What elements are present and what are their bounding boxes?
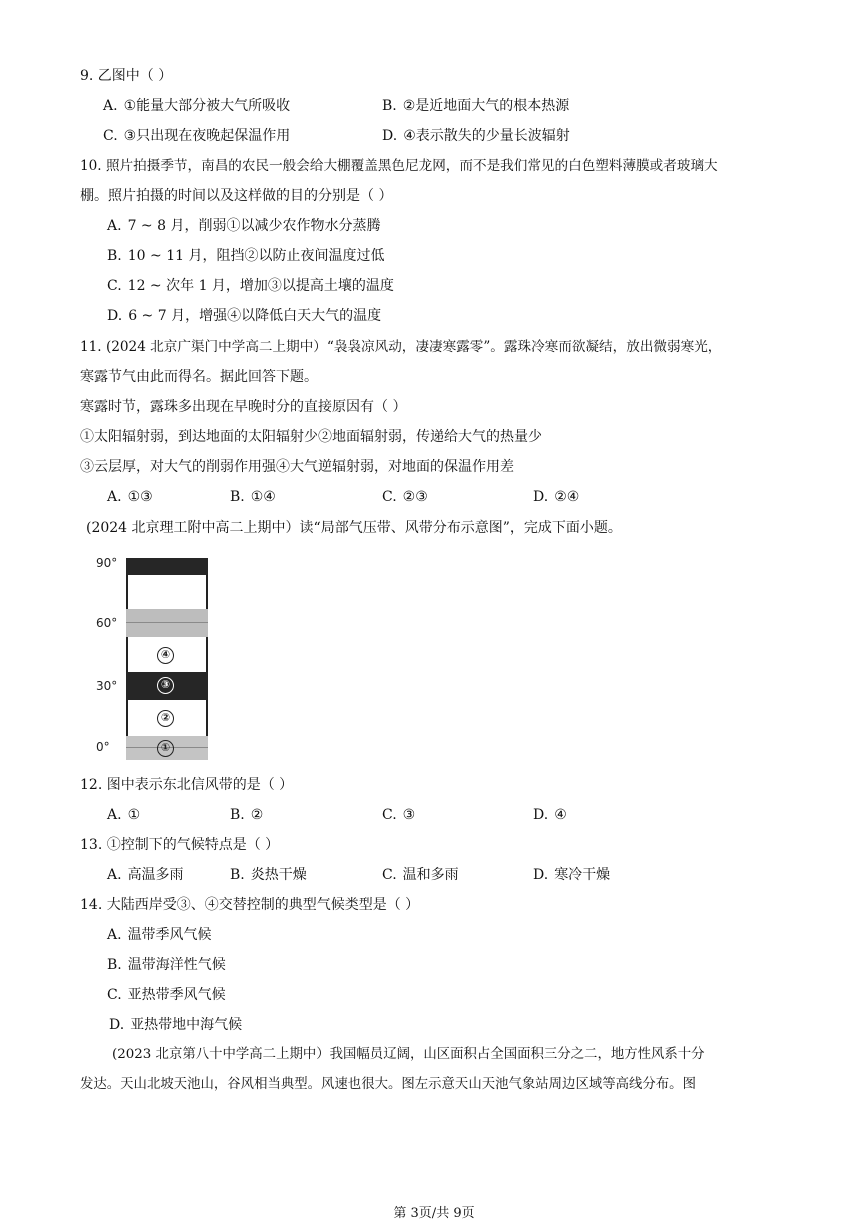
q14-option-d: D. 亚热带地中海气候 — [109, 1017, 243, 1033]
q14-option-a: A. 温带季风气候 — [107, 927, 212, 943]
q13-option-d: D. 寒冷干燥 — [533, 867, 611, 883]
q13-stem: 13. ①控制下的气候特点是（ ） — [80, 837, 280, 853]
intro-12-14: (2024 北京理工附中高二上期中）读“局部气压带、风带分布示意图”，完成下面小题。 — [86, 520, 622, 536]
marker-4: ④ — [157, 647, 174, 664]
q10-stem-line-2: 棚。照片拍摄的时间以及这样做的目的分别是（ ） — [80, 188, 393, 204]
q14-stem: 14. 大陆西岸受③、④交替控制的典型气候类型是（ ） — [80, 897, 420, 913]
q12-option-d: D. ④ — [533, 807, 567, 823]
q11-option-d: D. ②④ — [533, 489, 580, 505]
q9-option-c: C. ③只出现在夜晚起保温作用 — [103, 128, 291, 144]
q10-option-d: D. 6 ~ 7 月，增强④以降低白天大气的温度 — [107, 308, 382, 324]
q11-option-b: B. ①④ — [230, 489, 276, 505]
q13-option-c: C. 温和多雨 — [382, 867, 459, 883]
lat-label-0: 0° — [96, 740, 110, 754]
marker-3: ③ — [157, 677, 174, 694]
q12-option-a: A. ① — [107, 807, 141, 823]
page-footer: 第 3页/共 9页 — [393, 1206, 475, 1221]
q13-option-a: A. 高温多雨 — [107, 867, 184, 883]
q10-option-c: C. 12 ~ 次年 1 月，增加③以提高土壤的温度 — [107, 278, 394, 294]
q11-option-a: A. ①③ — [107, 489, 153, 505]
q9-option-d: D. ④表示散失的少量长波辐射 — [382, 128, 570, 144]
passage-line-1: (2023 北京第八十中学高二上期中）我国幅员辽阔，山区面积占全国面积三分之二，地方性风系十分 — [112, 1047, 705, 1062]
q11-stem-line-3: 寒露时节，露珠多出现在早晚时分的直接原因有（ ） — [80, 399, 407, 415]
subpolar-low-band — [126, 609, 208, 637]
q11-stem-line-2: 寒露节气由此而得名。据此回答下题。 — [80, 369, 318, 385]
q11-stem-line-1: 11. (2024 北京广渠门中学高二上期中）“袅袅凉风动，凄凄寒露零”。露珠冷寒而欲凝结，放出微弱寒光， — [80, 339, 722, 355]
q12-option-c: C. ③ — [382, 807, 416, 823]
marker-2: ② — [157, 710, 174, 727]
q12-option-b: B. ② — [230, 807, 264, 823]
lat-label-30: 30° — [96, 679, 118, 693]
q11-stem-line-4: ①太阳辐射弱，到达地面的太阳辐射少②地面辐射弱，传递给大气的热量少 — [80, 429, 542, 445]
q10-option-b: B. 10 ~ 11 月，阻挡②以防止夜间温度过低 — [107, 248, 385, 264]
pressure-wind-belt-diagram — [96, 553, 216, 763]
passage-line-2: 发达。天山北坡天池山，谷风相当典型。风速也很大。图左示意天山天池气象站周边区域等高线分布。图 — [80, 1077, 696, 1092]
q9-option-a: A. ①能量大部分被大气所吸收 — [103, 98, 291, 114]
polar-high-band — [126, 558, 208, 575]
q9-option-b: B. ②是近地面大气的根本热源 — [382, 98, 570, 114]
marker-1: ① — [157, 740, 174, 757]
q11-option-c: C. ②③ — [382, 489, 428, 505]
q10-option-a: A. 7 ~ 8 月，削弱①以减少农作物水分蒸腾 — [107, 218, 381, 234]
q14-option-c: C. 亚热带季风气候 — [107, 987, 226, 1003]
lat-60-line — [126, 622, 208, 623]
q9-stem: 9. 乙图中（ ） — [80, 68, 173, 84]
lat-label-90: 90° — [96, 556, 118, 570]
q12-stem: 12. 图中表示东北信风带的是（ ） — [80, 777, 294, 793]
lat-label-60: 60° — [96, 616, 118, 630]
q10-stem-line-1: 10. 照片拍摄季节，南昌的农民一般会给大棚覆盖黑色尼龙网，而不是我们常见的白色塑料薄膜或者玻璃大 — [80, 158, 718, 174]
q11-stem-line-5: ③云层厚，对大气的削弱作用强④大气逆辐射弱，对地面的保温作用差 — [80, 459, 514, 475]
q14-option-b: B. 温带海洋性气候 — [107, 957, 226, 973]
q13-option-b: B. 炎热干燥 — [230, 867, 307, 883]
